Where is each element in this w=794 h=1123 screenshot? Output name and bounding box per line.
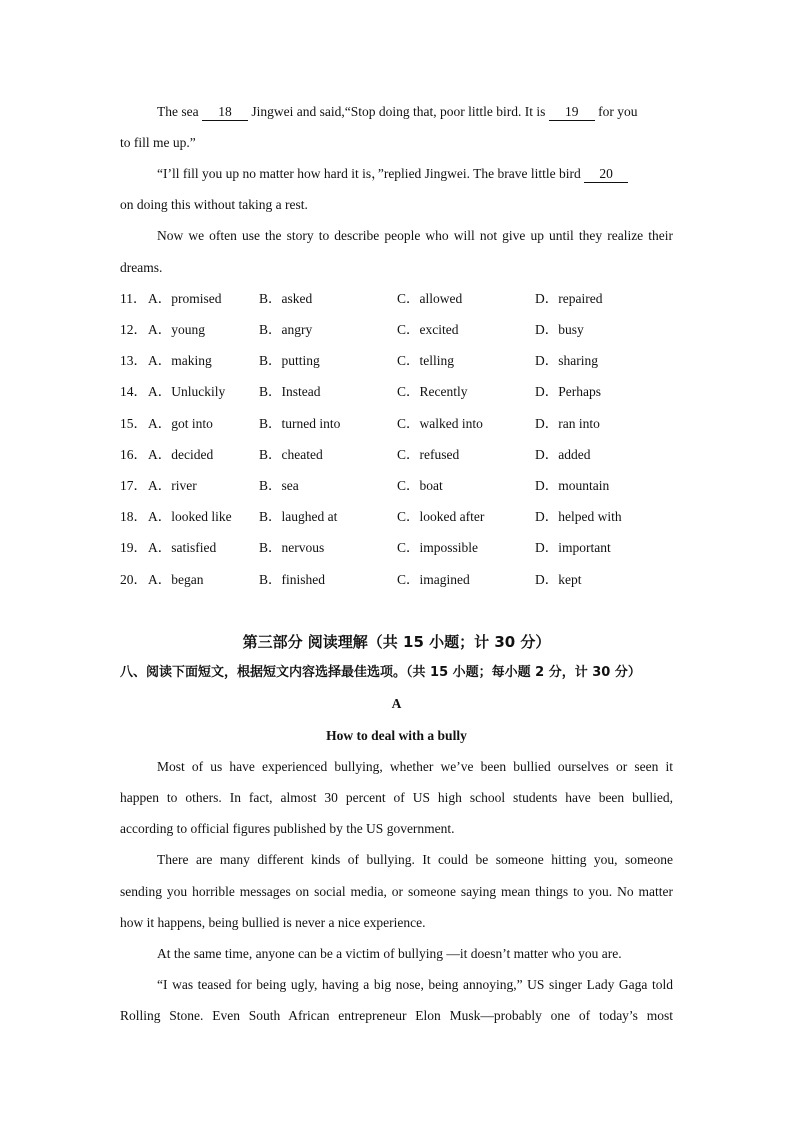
reading-line: At the same time, anyone can be a victim of bullying —it doesn’t matter who you are. bbox=[157, 946, 622, 961]
cloze-paragraph-line bbox=[157, 164, 673, 184]
option-b: B．angry bbox=[259, 322, 313, 337]
option-b: B．putting bbox=[259, 353, 320, 368]
option-b: B．Instead bbox=[259, 384, 321, 399]
cloze-paragraph-line: Now we often use the story to describe people who will not give up until they realize their bbox=[157, 228, 673, 243]
option-row bbox=[120, 507, 673, 527]
reading-line: how it happens, being bullied is never a nice experience. bbox=[120, 915, 426, 930]
option-d: D．repaired bbox=[535, 291, 603, 306]
cloze-paragraph-line bbox=[157, 102, 673, 122]
reading-line: Rolling Stone. Even South African entrepreneur Elon Musk—probably one of today’s most bbox=[120, 1008, 673, 1023]
question-number: 13． bbox=[120, 353, 147, 368]
option-d: D．helped with bbox=[535, 509, 622, 524]
cloze-paragraph-line: dreams. bbox=[120, 260, 163, 275]
reading-line: Most of us have experienced bullying, whether we’ve been bullied ourselves or seen it bbox=[157, 759, 673, 774]
option-row bbox=[120, 351, 673, 371]
option-c: C．walked into bbox=[397, 416, 483, 431]
option-d: D．busy bbox=[535, 322, 584, 337]
option-a: A．making bbox=[148, 353, 212, 368]
option-c: C．telling bbox=[397, 353, 454, 368]
question-number: 20． bbox=[120, 572, 147, 587]
option-d: D．kept bbox=[535, 572, 582, 587]
section-title: 第三部分 阅读理解（共 15 小题；计 30 分） bbox=[242, 633, 551, 651]
question-number: 15． bbox=[120, 416, 147, 431]
question-number: 19． bbox=[120, 540, 147, 555]
option-d: D．ran into bbox=[535, 416, 600, 431]
reading-line: happen to others. In fact, almost 30 percent of US high school students have been bullied, bbox=[120, 790, 673, 805]
option-row bbox=[120, 538, 673, 558]
question-number: 17． bbox=[120, 478, 147, 493]
option-d: D．Perhaps bbox=[535, 384, 601, 399]
option-b: B．laughed at bbox=[259, 509, 338, 524]
option-a: A．decided bbox=[148, 447, 214, 462]
option-row bbox=[120, 320, 673, 340]
option-a: A．Unluckily bbox=[148, 384, 226, 399]
option-a: A．young bbox=[148, 322, 205, 337]
question-number: 16． bbox=[120, 447, 147, 462]
question-number: 11． bbox=[120, 291, 147, 306]
option-row bbox=[120, 289, 673, 309]
option-b: B．sea bbox=[259, 478, 299, 493]
blank-18: 18 bbox=[202, 104, 248, 121]
passage-letter: A bbox=[391, 696, 402, 711]
question-number: 14． bbox=[120, 384, 147, 399]
blank-20: 20 bbox=[584, 166, 628, 183]
option-a: A．looked like bbox=[148, 509, 232, 524]
reading-line: according to official figures published by the US government. bbox=[120, 821, 455, 836]
option-d: D．mountain bbox=[535, 478, 610, 493]
option-a: A．got into bbox=[148, 416, 213, 431]
text-span: Jingwei and said,“Stop doing that, poor little bird. It is bbox=[247, 104, 549, 119]
option-c: C．refused bbox=[397, 447, 460, 462]
text-span: “I’ll fill you up no matter how hard it is，”replied Jingwei. The brave little bird bbox=[157, 166, 585, 181]
option-b: B．cheated bbox=[259, 447, 323, 462]
option-a: A．promised bbox=[148, 291, 222, 306]
option-b: B．finished bbox=[259, 572, 325, 587]
option-c: C．excited bbox=[397, 322, 459, 337]
reading-line: sending you horrible messages on social media, or someone saying mean things to you. No matter bbox=[120, 884, 673, 899]
section-instruction: 八、阅读下面短文，根据短文内容选择最佳选项。（共 15 小题；每小题 2 分，计 30 分） bbox=[120, 665, 641, 680]
option-c: C．imagined bbox=[397, 572, 470, 587]
option-d: D．important bbox=[535, 540, 611, 555]
option-row bbox=[120, 445, 673, 465]
option-b: B．turned into bbox=[259, 416, 341, 431]
text-span: for you bbox=[594, 104, 638, 119]
option-row bbox=[120, 476, 673, 496]
option-c: C．allowed bbox=[397, 291, 463, 306]
option-c: C．boat bbox=[397, 478, 443, 493]
question-number: 18． bbox=[120, 509, 147, 524]
question-number: 12． bbox=[120, 322, 147, 337]
option-row bbox=[120, 570, 673, 590]
option-a: A．river bbox=[148, 478, 197, 493]
option-d: D．sharing bbox=[535, 353, 598, 368]
option-b: B．nervous bbox=[259, 540, 325, 555]
option-c: C．looked after bbox=[397, 509, 485, 524]
cloze-paragraph-line: on doing this without taking a rest. bbox=[120, 197, 308, 212]
blank-19: 19 bbox=[549, 104, 595, 121]
option-row bbox=[120, 414, 673, 434]
reading-line: “I was teased for being ugly, having a big nose, being annoying,” US singer Lady Gaga told bbox=[157, 977, 673, 992]
option-c: C．Recently bbox=[397, 384, 468, 399]
passage-title: How to deal with a bully bbox=[326, 728, 467, 743]
option-b: B．asked bbox=[259, 291, 313, 306]
option-a: A．began bbox=[148, 572, 204, 587]
option-row bbox=[120, 382, 673, 402]
cloze-paragraph-line: to fill me up.” bbox=[120, 135, 196, 150]
text-span: The sea bbox=[157, 104, 202, 119]
option-c: C．impossible bbox=[397, 540, 479, 555]
option-a: A．satisfied bbox=[148, 540, 217, 555]
reading-line: There are many different kinds of bullying. It could be someone hitting you, someone bbox=[157, 852, 673, 867]
option-d: D．added bbox=[535, 447, 591, 462]
